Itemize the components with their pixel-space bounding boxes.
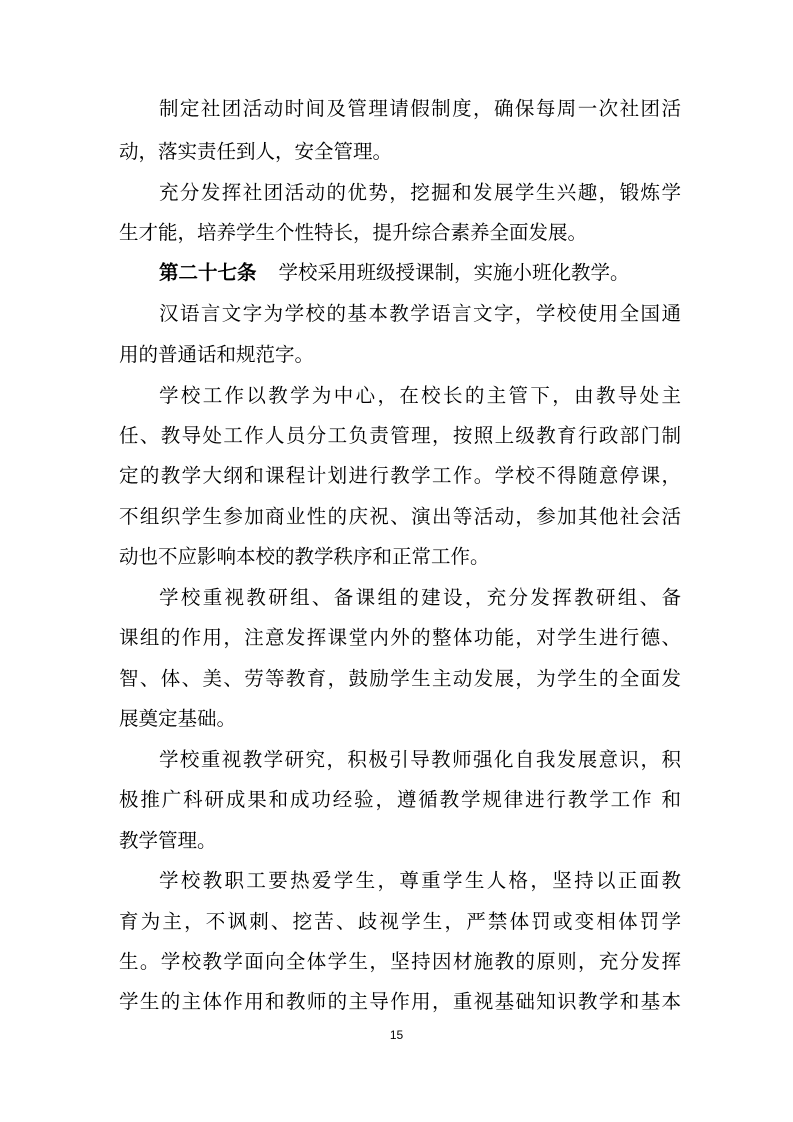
text-line: 极推广科研成果和成功经验，遵循教学规律进行教学工作 和 (119, 788, 681, 811)
text-line: 动也不应影响本校的教学秩序和正常工作。 (119, 545, 490, 568)
text-line: 展奠定基础。 (119, 707, 237, 730)
text-line: 学校重视教研组、备课组的建设，充分发挥教研组、备 (159, 586, 681, 609)
text-line: 学校采用班级授课制，实施小班化教学。 (278, 261, 630, 284)
text-line: 汉语言文字为学校的基本教学语言文字，学校使用全国通 (159, 302, 681, 325)
article-heading-line (159, 261, 681, 285)
text-line: 学生的主体作用和教师的主导作用，重视基础知识教学和基本 (119, 990, 681, 1013)
text-line: 育为主，不讽刺、挖苦、歧视学生，严禁体罚或变相体罚学 (119, 910, 681, 933)
page-number: 15 (389, 1028, 404, 1042)
text-line: 学校教职工要热爱学生，尊重学生人格，坚持以正面教 (159, 869, 681, 892)
text-line: 充分发挥社团活动的优势，挖掘和发展学生兴趣，锻炼学 (159, 181, 681, 204)
text-line: 定的教学大纲和课程计划进行教学工作。学校不得随意停课， (119, 464, 681, 487)
text-line: 智、体、美、劳等教育，鼓励学生主动发展，为学生的全面发 (119, 667, 681, 690)
text-line: 课组的作用，注意发挥课堂内外的整体功能，对学生进行德、 (119, 626, 681, 649)
text-line: 学校重视教学研究，积极引导教师强化自我发展意识，积 (159, 748, 681, 771)
article-number: 第二十七条 (159, 261, 257, 284)
text-line: 生。学校教学面向全体学生，坚持因材施教的原则，充分发挥 (119, 950, 681, 973)
text-line: 动，落实责任到人，安全管理。 (119, 140, 393, 163)
text-line: 制定社团活动时间及管理请假制度，确保每周一次社团活 (159, 97, 681, 120)
text-line: 生才能，培养学生个性特长，提升综合素养全面发展。 (119, 221, 588, 244)
text-line: 用的普通话和规范字。 (119, 343, 315, 366)
text-line: 任、教导处工作人员分工负责管理，按照上级教育行政部门制 (119, 424, 681, 447)
text-line: 教学管理。 (119, 829, 217, 852)
text-line: 不组织学生参加商业性的庆祝、演出等活动，参加其他社会活 (119, 505, 681, 528)
text-line: 学校工作以教学为中心，在校长的主管下，由教导处主 (159, 384, 681, 407)
